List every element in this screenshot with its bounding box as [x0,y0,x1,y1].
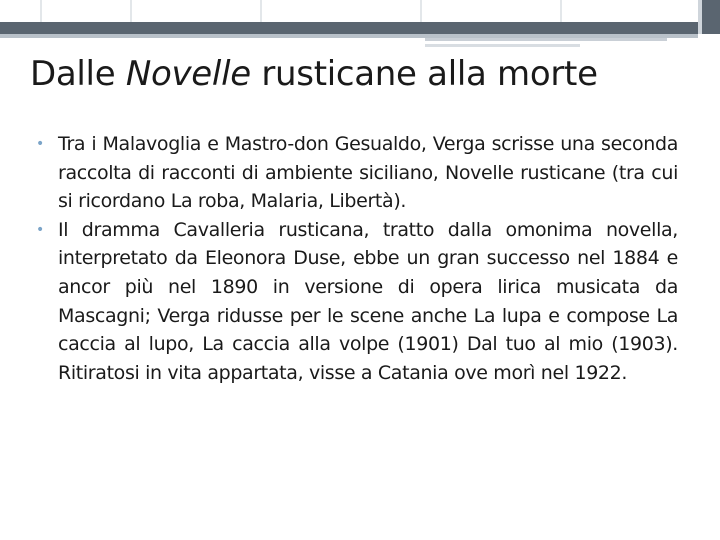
header-stripe [260,0,262,22]
bullet-item [36,216,678,388]
bullet-item [36,130,678,216]
header-stripe [130,0,132,22]
header-bar [0,22,698,34]
header-stripe [420,0,422,22]
slide-body [36,130,678,387]
title-accent-line [425,44,580,47]
header-stripe [560,0,562,22]
header-stripe [40,0,42,22]
slide-title [30,52,690,96]
header-band [0,0,720,22]
title-text: rusticane alla morte [250,54,598,94]
bullet-text: Il dramma Cavalleria rusticana, tratto dalla omonima novella, interpretato da Eleonora Duse, ebbe un gran successo nel 1884 e ancor più nel 1890 in versione di opera lirica musicata da Mascagni; Verga ridusse per le scene anche La lupa e compose La caccia al lupo, La caccia alla volpe (1901) Dal tuo al mio (1903). Ritiratosi in vita appartata, visse a Catania ove morì nel 1922. [58,218,678,384]
title-accent-line [425,38,667,41]
bullet-icon: • [36,136,44,152]
bullet-text: Tra i Malavoglia e Mastro-don Gesualdo, Verga scrisse una seconda raccolta di racconti di ambiente siciliano, Novelle rusticane (tra cui si ricordano La roba, Malaria, Libertà). [58,133,678,213]
title-italic-text: Novelle [125,54,251,94]
corner-block-highlight [698,0,702,34]
bullet-icon: • [36,221,44,238]
title-text: Dalle [30,54,126,94]
